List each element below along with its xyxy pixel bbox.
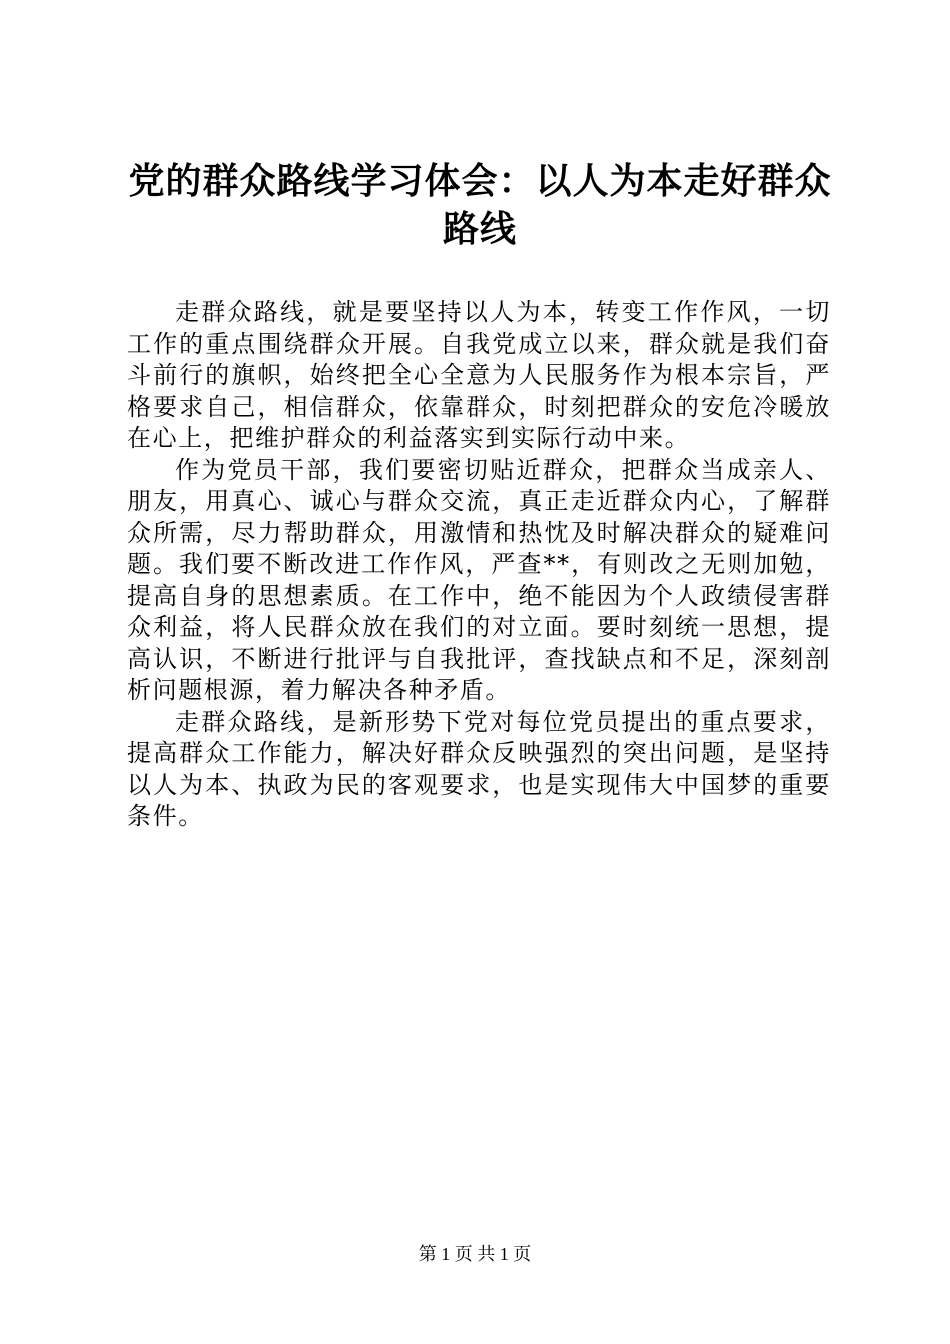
paragraph: 作为党员干部，我们要密切贴近群众，把群众当成亲人、朋友，用真心、诚心与群众交流，真正走近群众内心，了解群众所需，尽力帮助群众，用激情和热忱及时解决群众的疑难问题。我们要不断改进工作作风，严查**，有则改之无则加勉，提高自身的思想素质。在工作中，绝不能因为个人政绩侵害群众利益，将人民群众放在我们的对立面。要时刻统一思想，提高认识，不断进行批评与自我批评，查找缺点和不足，深刻剖析问题根源，着力解决各种矛盾。 (127, 455, 831, 704)
page-number-label: 第 1 页 共 1 页 (418, 1244, 532, 1264)
paragraph: 走群众路线，就是要坚持以人为本，转变工作作风，一切工作的重点围绕群众开展。自我党成立以来，群众就是我们奋斗前行的旗帜，始终把全心全意为人民服务作为根本宗旨，严格要求自己，相信群众，依靠群众，时刻把群众的安危冷暖放在心上，把维护群众的利益落实到实际行动中来。 (127, 298, 831, 452)
document-body (127, 297, 831, 833)
paragraph: 走群众路线，是新形势下党对每位党员提出的重点要求，提高群众工作能力，解决好群众反映强烈的突出问题，是坚持以人为本、执政为民的客观要求，也是实现伟大中国梦的重要条件。 (127, 707, 831, 830)
page-footer (0, 1243, 950, 1265)
document-title: 党的群众路线学习体会：以人为本走好群众路线 (128, 161, 832, 250)
